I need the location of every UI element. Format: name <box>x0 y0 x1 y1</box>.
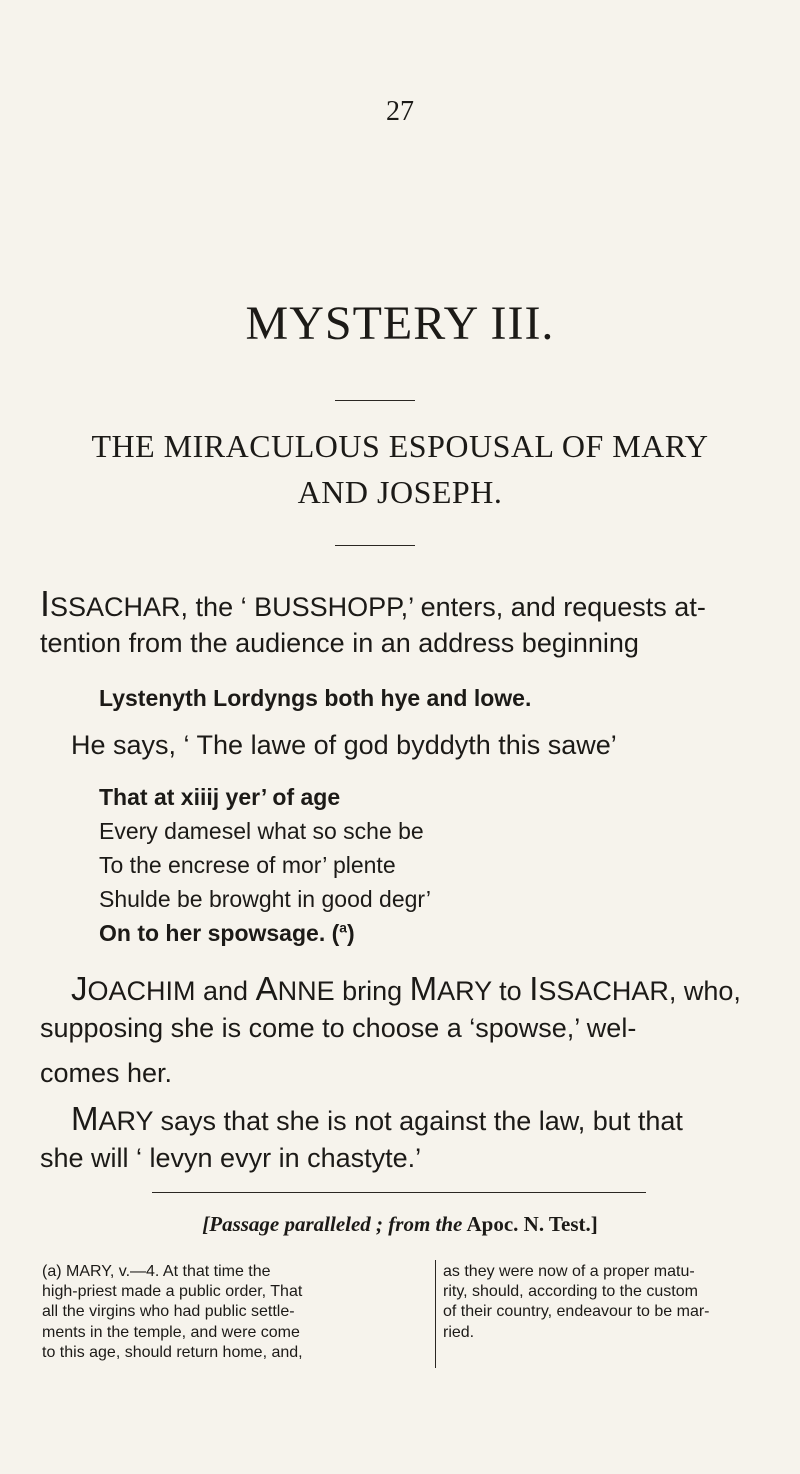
verse2-line-3: To the encrese of mor’ plente <box>99 852 396 878</box>
verse2-line-2: Every damesel what so sche be <box>99 818 424 844</box>
footnote-right-line: ried. <box>443 1324 475 1341</box>
footnote-left-line: high-priest made a public order, That <box>42 1283 303 1300</box>
para4-line2: she will ‘ levyn evyr in chastyte.’ <box>40 1143 422 1173</box>
subtitle-line-2: AND JOSEPH. <box>297 474 503 510</box>
verse2-line-5-text: On to her spowsage. ( <box>99 920 340 946</box>
footnote-left-line: to this age, should return home, and, <box>42 1344 303 1361</box>
footnote-right-line: of their country, endeavour to be mar- <box>443 1303 710 1320</box>
caption-rest: Apoc. N. Test.] <box>462 1212 598 1236</box>
verse2-line-4: Shulde be browght in good degr’ <box>99 886 432 912</box>
para1-line1-rest: , the ‘ BUSSHOPP,’ enters, and requests at- <box>180 592 706 622</box>
subtitle-line-1: THE MIRACULOUS ESPOUSAL OF MARY <box>91 428 709 464</box>
footnote-column-rule <box>435 1260 436 1368</box>
mystery-title: MYSTERY III. <box>245 297 555 350</box>
para4-cap: M <box>71 1100 99 1137</box>
verse1-line: Lystenyth Lordyngs both hye and lowe. <box>99 685 532 711</box>
para3-cap-j: J <box>71 970 88 1007</box>
para4-line1 <box>71 1100 683 1138</box>
footnote-ref: a <box>339 920 347 936</box>
parallel-caption <box>0 1212 800 1237</box>
page-number: 27 <box>386 96 414 127</box>
para3-cap-m: M <box>409 970 438 1007</box>
para3-anne: NNE bring <box>277 976 410 1006</box>
para3-mary: ARY to <box>437 976 530 1006</box>
footnote-separator <box>152 1192 646 1193</box>
footnote-right-line: as they were now of a proper matu- <box>443 1263 695 1280</box>
para1-line1 <box>40 583 706 625</box>
title-rule <box>335 400 415 401</box>
footnote-left-line: ments in the temple, and were come <box>42 1324 300 1341</box>
verse2-line-5 <box>99 920 355 947</box>
para1-lead-rest: SSACHAR <box>50 592 181 622</box>
subtitle-rule <box>335 545 415 546</box>
para3-line1 <box>71 970 741 1008</box>
footnote-left-line: (a) MARY, v.—4. At that time the <box>42 1263 271 1280</box>
verse2-line-1: That at xiiij yer’ of age <box>99 784 341 810</box>
para1-lead-cap: I <box>40 583 51 624</box>
para3-line2: supposing she is come to choose a ‘spowse,’ wel- <box>40 1013 637 1043</box>
caption-italic: [Passage paralleled ; from the <box>202 1212 463 1236</box>
verse2-line-5-close: ) <box>346 920 355 946</box>
para2-line: He says, ‘ The lawe of god byddyth this sawe’ <box>71 730 617 760</box>
para3-cap-i: I <box>529 970 539 1007</box>
footnote-left-line: all the virgins who had public settle- <box>42 1303 295 1320</box>
para3-joachim: OACHIM and <box>87 976 256 1006</box>
para3-cap-a: A <box>255 970 278 1007</box>
para4-rest: ARY says that she is not against the law, but that <box>98 1106 683 1136</box>
para3-issachar: SSACHAR, who, <box>538 976 741 1006</box>
para1-line2: tention from the audience in an address beginning <box>40 628 639 658</box>
para3-line3: comes her. <box>40 1058 173 1088</box>
footnote-right-line: rity, should, according to the custom <box>443 1283 698 1300</box>
